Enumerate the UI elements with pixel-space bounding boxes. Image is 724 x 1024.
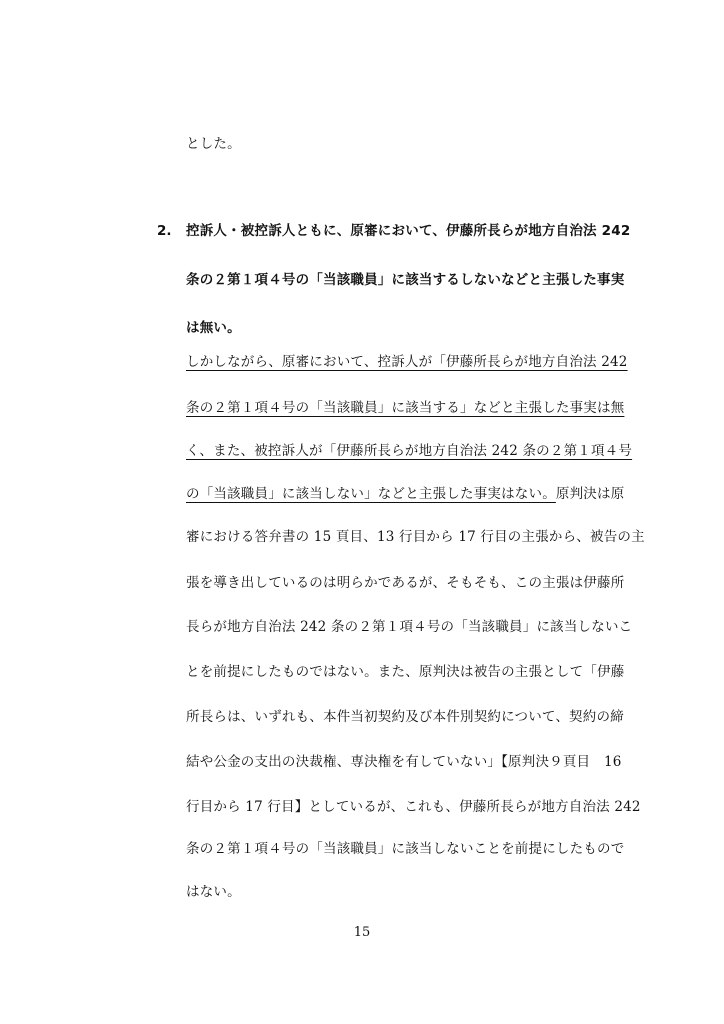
body-line-5: 審における答弁書の 15 頁目、13 行目から 17 行目の主張から、被告の主 <box>186 529 645 545</box>
underlined-text: の「当該職員」に該当しない」などと主張した事実はない。 <box>186 486 556 502</box>
body-line-12: 条の２第１項４号の「当該職員」に該当しないことを前提にしたもので <box>186 841 625 857</box>
section-heading-line-2: 条の２第１項４号の「当該職員」に該当するしないなどと主張した事実 <box>186 272 625 288</box>
body-line-13: はない。 <box>186 884 241 900</box>
section-number: 2. <box>157 223 172 239</box>
page-number: 15 <box>353 925 371 940</box>
underlined-text: く、また、被控訴人が「伊藤所長らが地方自治法 242 条の２第１項４号 <box>186 443 633 459</box>
section-heading-line-3: は無い。 <box>186 320 241 336</box>
body-line-9: 所長らは、いずれも、本件当初契約及び本件別契約について、契約の締 <box>186 709 624 725</box>
body-text: 原判決は原 <box>555 486 625 502</box>
underlined-text: しかしながら、原審において、控訴人が「伊藤所長らが地方自治法 242 <box>186 354 628 370</box>
body-line-10: 結や公金の支出の決裁権、専決権を有していない」【原判決９頁目 16 <box>186 754 622 770</box>
section-heading-line-1: 控訴人・被控訴人ともに、原審において、伊藤所長らが地方自治法 242 <box>186 223 631 239</box>
body-line-1 <box>186 352 628 372</box>
intro-line: とした。 <box>186 136 241 152</box>
body-line-8: とを前提にしたものではない。また、原判決は被告の主張として「伊藤 <box>186 664 625 680</box>
body-line-6: 張を導き出しているのは明らかであるが、そもそも、この主張は伊藤所 <box>186 575 625 591</box>
body-line-4 <box>186 484 624 504</box>
body-line-3 <box>186 441 632 461</box>
body-line-7: 長らが地方自治法 242 条の２第１項４号の「当該職員」に該当しないこ <box>186 619 633 635</box>
body-line-2 <box>186 398 624 418</box>
underlined-text: 条の２第１項４号の「当該職員」に該当する」などと主張した事実は無 <box>186 400 625 416</box>
body-line-11: 行目から 17 行目】としているが、これも、伊藤所長らが地方自治法 242 <box>186 799 641 815</box>
